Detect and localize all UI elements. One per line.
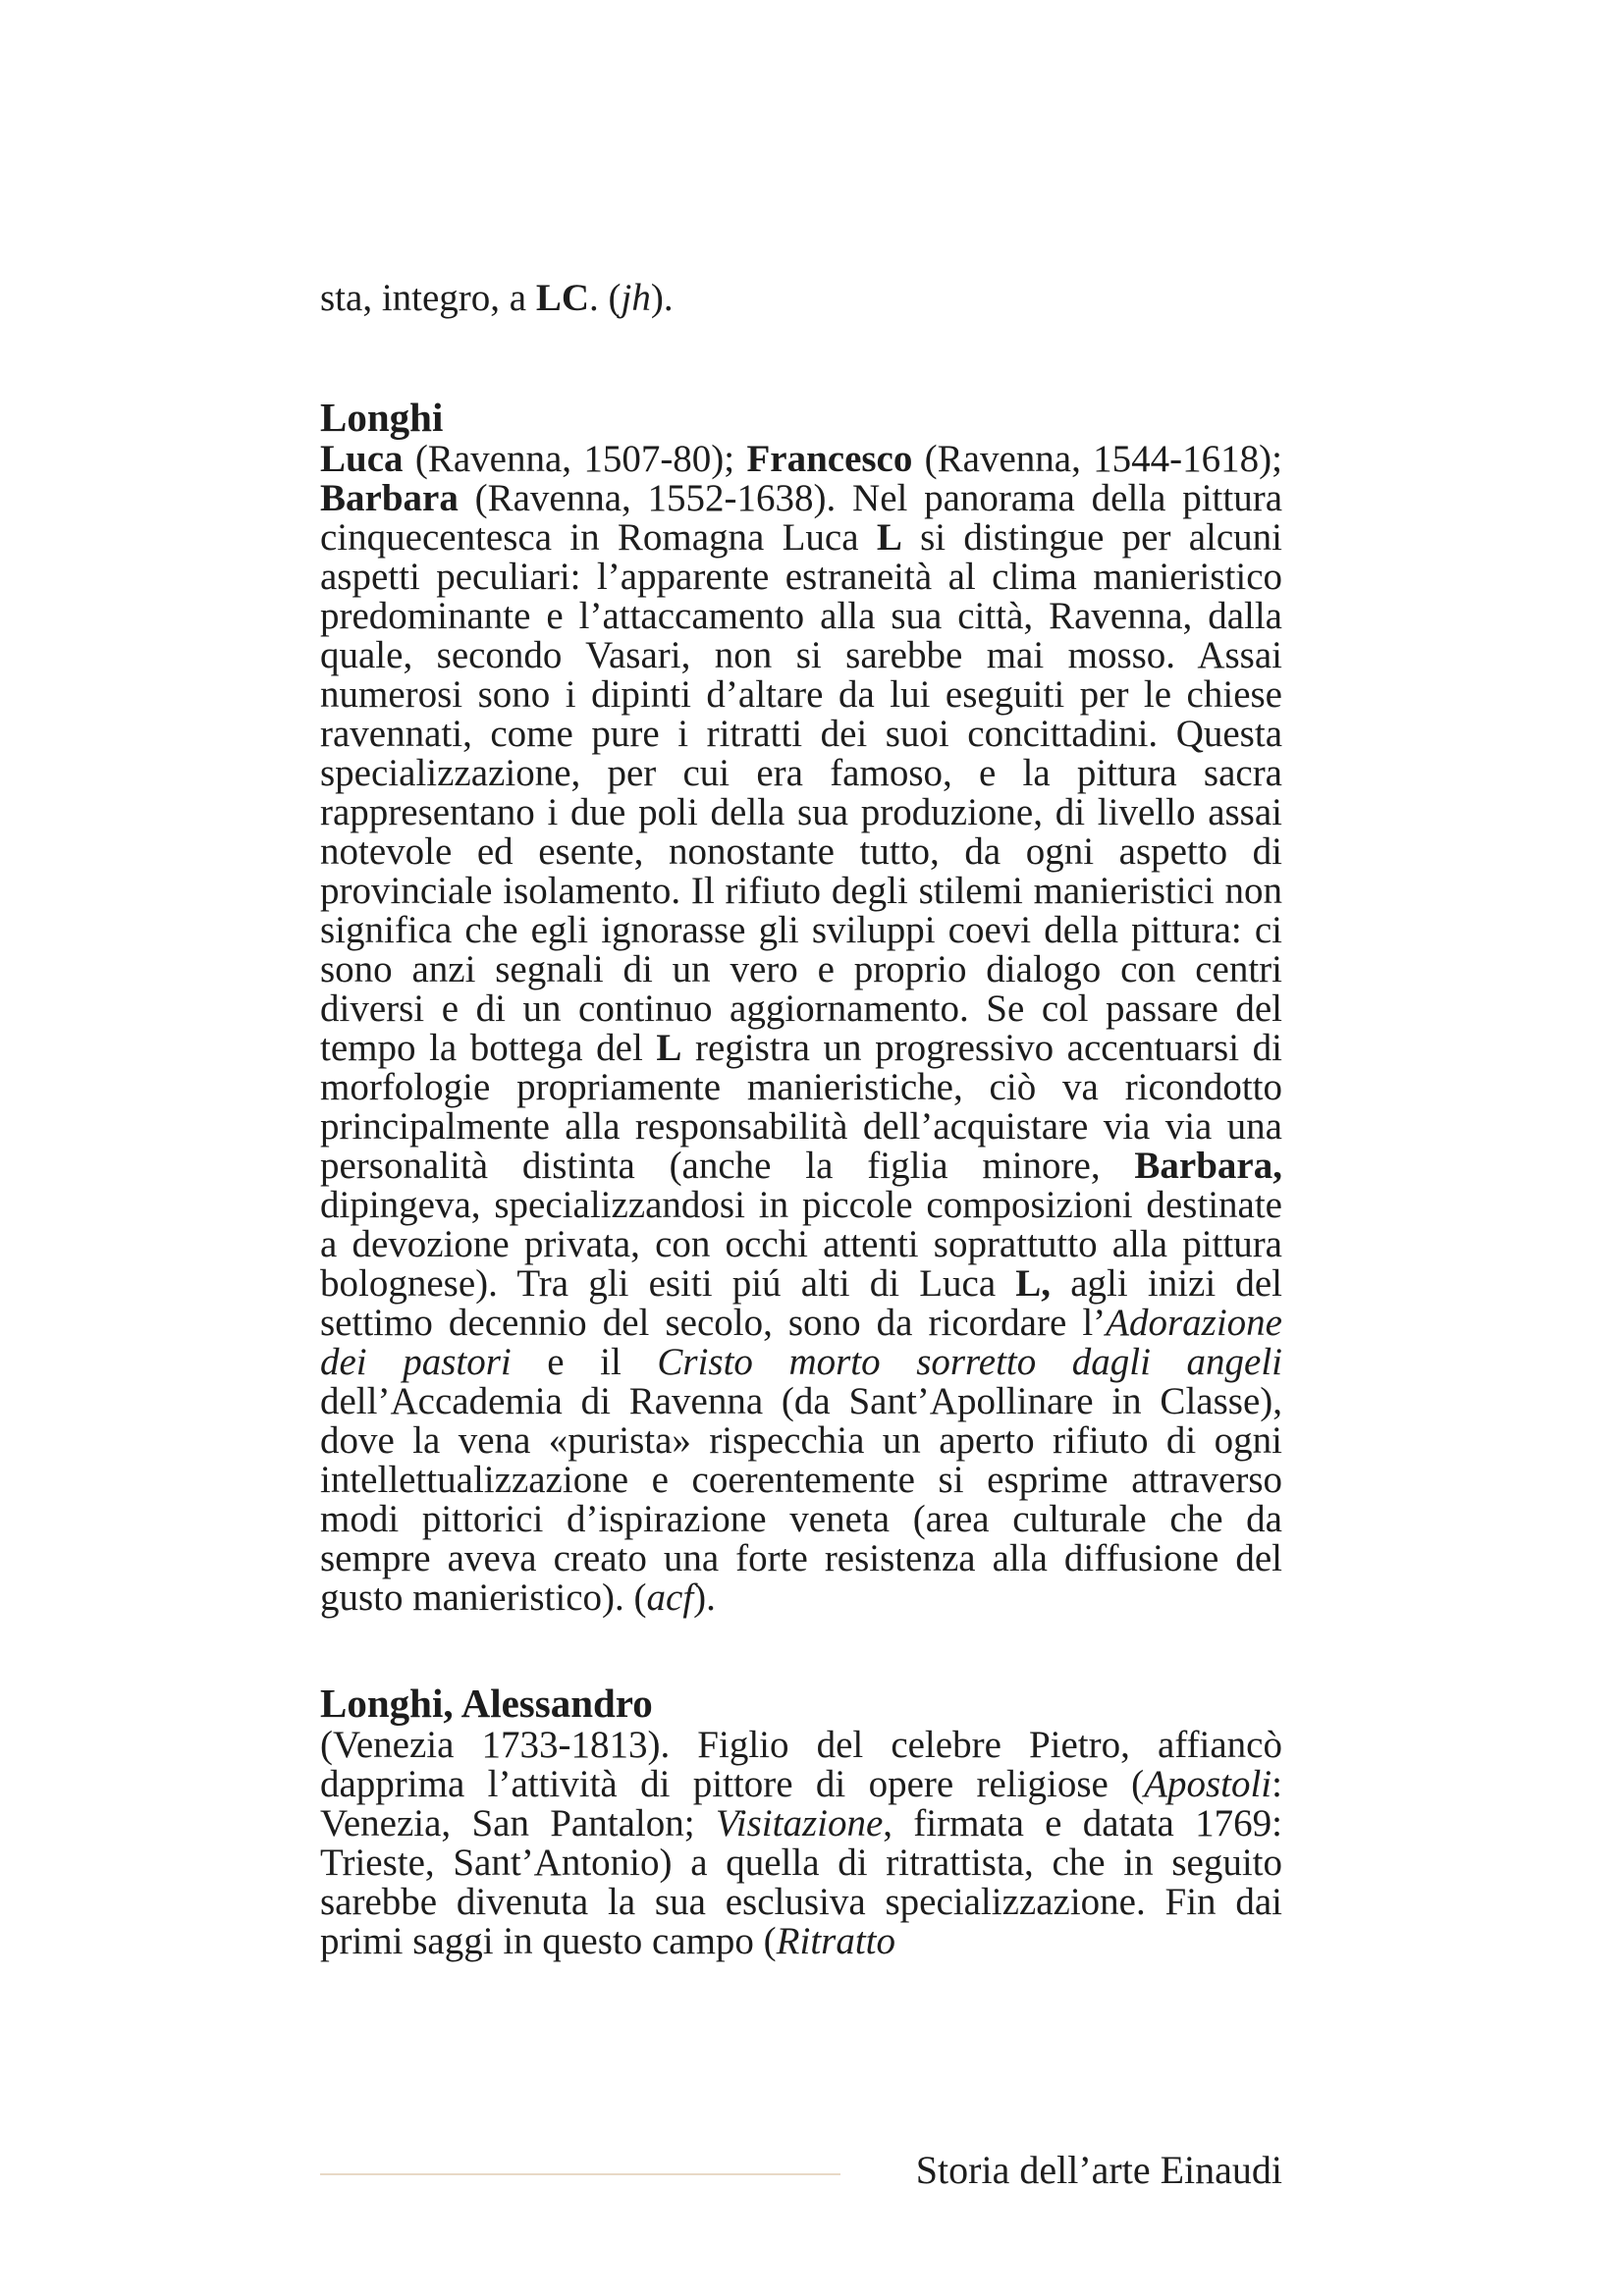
italic-title: Ritratto (776, 1920, 896, 1962)
italic-title: Adorazione dei pastori (320, 1302, 1282, 1383)
body-text: (Ravenna, 1552-1638). Nel panorama della pittura cinquecentesca in Romagna Luca (320, 477, 1282, 559)
lead-text: sta, integro, a (320, 277, 536, 319)
entry-longhi (320, 395, 1282, 1618)
bold-term: L (656, 1027, 682, 1069)
entry-title: Longhi, Alessandro (320, 1681, 653, 1726)
footer-rule (320, 2173, 840, 2175)
body-text: (Ravenna, 1507-80); (403, 438, 747, 480)
lead-paragraph (320, 279, 1282, 318)
body-text: : Venezia, San Pantalon; (320, 1763, 1282, 1844)
bold-term: L, (1015, 1262, 1052, 1305)
lead-text-end: ). (650, 277, 674, 319)
body-text: ). (693, 1576, 716, 1619)
page-body (320, 279, 1282, 2024)
body-text: e il (511, 1341, 658, 1383)
bold-term: Barbara (320, 477, 459, 519)
lead-author-initials: jh (621, 277, 651, 319)
entry-title: Longhi (320, 395, 444, 440)
bold-term: L (876, 516, 902, 559)
italic-title: Cristo morto sorretto dagli angeli (657, 1341, 1283, 1383)
body-text: dipingeva, specializzandosi in piccole composizioni destinate a devozione privata, con occhi attenti soprattutto alla pittura bolognese). Tra gli esiti piú alti di Luca (320, 1184, 1282, 1305)
bold-term: Luca (320, 438, 404, 480)
entry-body (320, 440, 1282, 1618)
body-text: registra un progressivo accentuarsi di morfologie propriamente manieristiche, ciò va ricondotto principalmente alla responsabilità dell’acquistare via via una personalità distinta (anche la figlia minore, (320, 1027, 1282, 1187)
body-text: (Venezia 1733-1813). Figlio del celebre Pietro, affiancò dapprima l’attività di pittore di opere religiose ( (320, 1724, 1282, 1805)
body-text: dell’Accademia di Ravenna (da Sant’Apollinare in Classe), dove la vena «purista» rispecchia un aperto rifiuto di ogni intellettualizzazione e coerentemente si esprime attraverso modi pittorici d’ispirazione veneta (area culturale che da sempre aveva creato una forte resistenza alla diffusione del gusto manieristico). ( (320, 1380, 1282, 1619)
bold-term: Francesco (746, 438, 913, 480)
body-text: si distingue per alcuni aspetti peculiari: l’apparente estraneità al clima manieristico predominante e l’attaccamento alla sua città, Ravenna, dalla quale, secondo Vasari, non si sarebbe mai mosso. Assai numerosi sono i dipinti d’altare da lui eseguiti per le chiese ravennati, come pure i ritratti dei suoi concittadini. Questa specializzazione, per cui era famoso, e la pittura sacra rappresentano i due poli della sua produzione, di livello assai notevole ed esente, nonostante tutto, da ogni aspetto di provinciale isolamento. Il rifiuto degli stilemi manieristici non significa che egli ignorasse gli sviluppi coevi della pittura: ci sono anzi segnali di un vero e proprio dialogo con centri diversi e di un continuo aggiornamento. Se col passare del tempo la bottega del (320, 516, 1282, 1069)
lead-bold: LC (535, 277, 590, 319)
italic-title: Visitazione (715, 1802, 884, 1844)
entry-longhi-alessandro (320, 1681, 1282, 1961)
entry-body (320, 1726, 1282, 1961)
italic-title: Apostoli (1144, 1763, 1272, 1805)
body-text: , firmata e datata 1769: Trieste, Sant’Antonio) a quella di ritrattista, che in seguito sarebbe divenuta la sua esclusiva specializzazione. Fin dai primi saggi in questo campo ( (320, 1802, 1282, 1962)
italic-title: acf (646, 1576, 694, 1619)
body-text: (Ravenna, 1544-1618); (912, 438, 1282, 480)
bold-term: Barbara, (1134, 1145, 1282, 1187)
footer-brand: Storia dell’arte Einaudi (915, 2148, 1282, 2192)
page-footer (320, 2146, 1282, 2195)
body-text: agli inizi del settimo decennio del secolo, sono da ricordare l’ (320, 1262, 1282, 1344)
lead-text-after: . ( (589, 277, 622, 319)
